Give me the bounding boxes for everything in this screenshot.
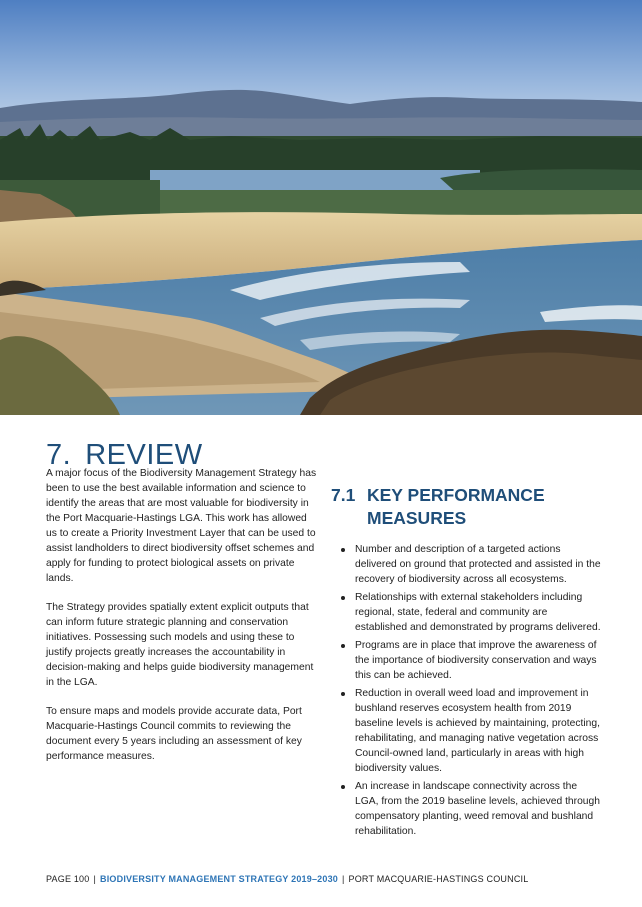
section-title-text: REVIEW xyxy=(85,439,203,472)
paragraph-2: The Strategy provides spatially extent explicit outputs that can inform future strategic planning and conservation initiatives. Possessing such models and using these to justify projects greatly increases the accountability in decision-making and helps guide biodiversity management in the LGA. xyxy=(46,602,314,688)
bullet-icon xyxy=(341,548,345,552)
coastal-landscape-photo-icon xyxy=(0,0,642,415)
kpi-list xyxy=(331,542,601,839)
bullet-icon xyxy=(341,785,345,789)
list-item-text: Relationships with external stakeholders including regional, state, federal and community are established and demonstrated by programs delivered. xyxy=(355,591,601,633)
subsection-number: 7.1 xyxy=(331,484,356,505)
footer-strategy-title: BIODIVERSITY MANAGEMENT STRATEGY 2019–2030 xyxy=(100,874,338,884)
bullet-icon xyxy=(341,644,345,648)
intro-column xyxy=(46,466,318,778)
kpi-column xyxy=(331,469,601,842)
paragraph-1: A major focus of the Biodiversity Management Strategy has been to use the best available information and science to identify the areas that are most valuable for biodiversity in the Port Macquarie-Hastings LGA. This work has allowed us to create a Priority Investment Layer that can be used to assist landholders to direct biodiversity offset schemes and apply for funding to protect biological assets on private lands. xyxy=(46,468,317,584)
list-item-text: Reduction in overall weed load and improvement in bushland reserves ecosystem health from 2019 baseline levels is achieved by maintaining, protecting, rehabilitating, and managing native vegetation across Council-owned land, particularly in areas with high biodiversity values. xyxy=(355,687,600,774)
footer-separator: | xyxy=(341,874,345,884)
footer-separator: | xyxy=(93,874,97,884)
list-item-text: An increase in landscape connectivity across the LGA, from the 2019 baseline levels, achieved through compensatory planting, weed removal and bushland rehabilitation. xyxy=(355,780,600,837)
list-item xyxy=(341,590,601,635)
section-number: 7. xyxy=(46,439,72,472)
list-item xyxy=(341,542,601,587)
bullet-icon xyxy=(341,596,345,600)
subsection-title: KEY PERFORMANCE MEASURES xyxy=(367,484,545,528)
page-number: PAGE 100 xyxy=(46,874,90,884)
list-item-text: Number and description of a targeted actions delivered on ground that protected and assisted in the recovery of biodiversity across all ecosystems. xyxy=(355,543,601,585)
list-item xyxy=(341,686,601,776)
paragraph-3: To ensure maps and models provide accurate data, Port Macquarie-Hastings Council commits to reviewing the document every 5 years including an assessment of key performance measures. xyxy=(46,706,302,762)
subsection-heading xyxy=(331,484,601,530)
list-item xyxy=(341,638,601,683)
list-item xyxy=(341,779,601,839)
page-footer xyxy=(46,874,528,884)
list-item-text: Programs are in place that improve the awareness of the importance of biodiversity conservation and ways this can be achieved. xyxy=(355,639,597,681)
bullet-icon xyxy=(341,692,345,696)
hero-photo xyxy=(0,0,642,415)
footer-council: PORT MACQUARIE-HASTINGS COUNCIL xyxy=(348,874,529,884)
